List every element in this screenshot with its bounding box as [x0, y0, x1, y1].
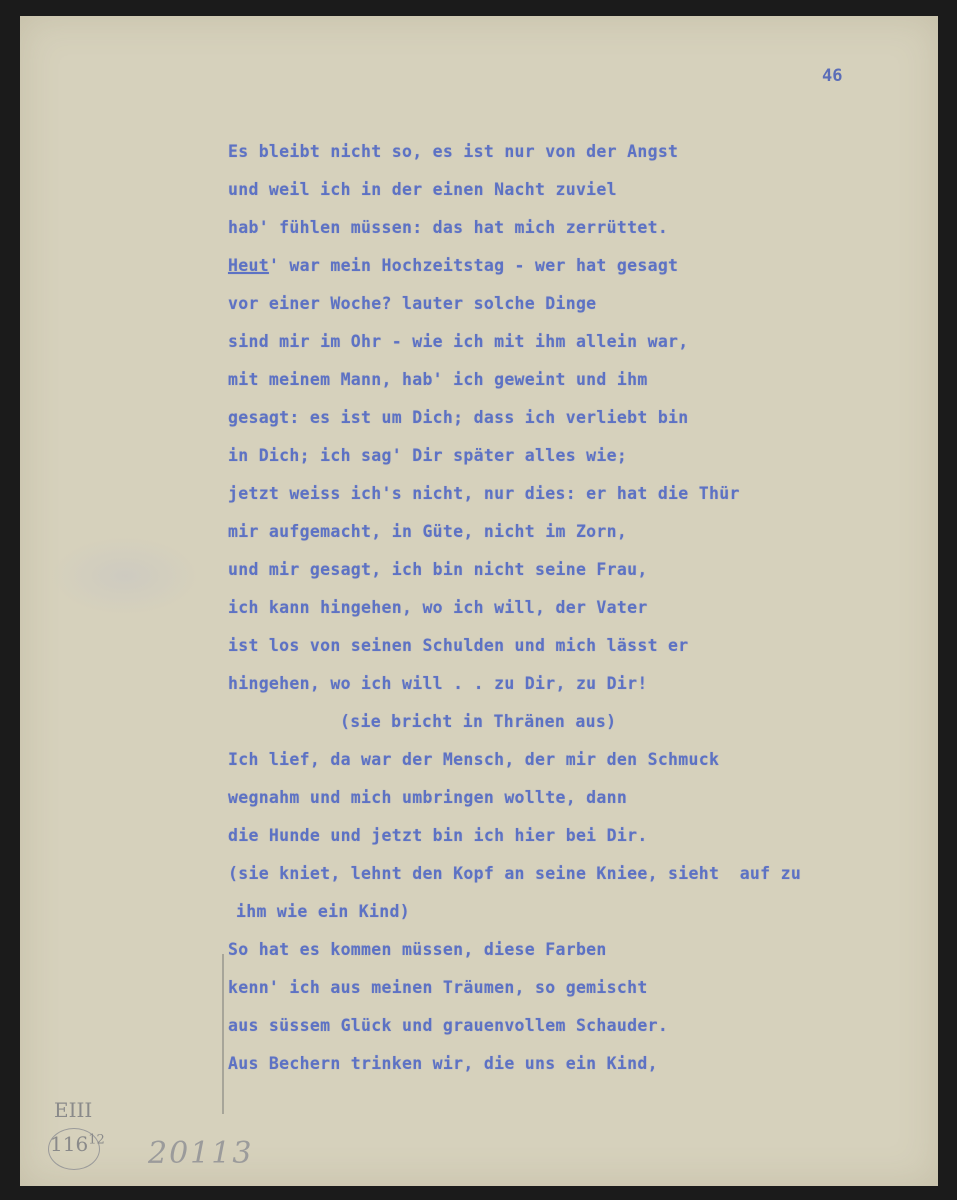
text-line: ich kann hingehen, wo ich will, der Vater: [228, 598, 648, 617]
text-line: gesagt: es ist um Dich; dass ich verliebt bin: [228, 408, 689, 427]
text-line: Aus Bechern trinken wir, die uns ein Kind,: [228, 1054, 658, 1073]
text-line: in Dich; ich sag' Dir später alles wie;: [228, 446, 628, 465]
stage-direction: (sie bricht in Thränen aus): [340, 712, 617, 731]
text-line: sind mir im Ohr - wie ich mit ihm allein war,: [228, 332, 689, 351]
text-line: die Hunde und jetzt bin ich hier bei Dir.: [228, 826, 648, 845]
text-line: aus süssem Glück und grauenvollem Schauder.: [228, 1016, 669, 1035]
text-line: und mir gesagt, ich bin nicht seine Frau,: [228, 560, 648, 579]
text-line: hab' fühlen müssen: das hat mich zerrüttet.: [228, 218, 669, 237]
text-line: jetzt weiss ich's nicht, nur dies: er hat die Thür: [228, 484, 740, 503]
archive-mark-circled: $116^{12}$: [50, 1132, 105, 1156]
text-line: Es bleibt nicht so, es ist nur von der Angst: [228, 142, 679, 161]
stage-direction: (sie kniet, lehnt den Kopf an seine Kniee, sieht auf zu: [228, 864, 802, 883]
text-line: hingehen, wo ich will . . zu Dir, zu Dir!: [228, 674, 648, 693]
text-line: wegnahm und mich umbringen wollte, dann: [228, 788, 628, 807]
underlined-word: Heut: [228, 256, 269, 275]
text-line: Ich lief, da war der Mensch, der mir den Schmuck: [228, 750, 720, 769]
text-line: vor einer Woche? lauter solche Dinge: [228, 294, 597, 313]
text-line: Heut' war mein Hochzeitstag - wer hat gesagt: [228, 256, 679, 275]
page-number: 46: [822, 66, 843, 86]
archive-number: 20113: [148, 1136, 254, 1171]
text-line: mir aufgemacht, in Güte, nicht im Zorn,: [228, 522, 628, 541]
text-line: ist los von seinen Schulden und mich lässt er: [228, 636, 689, 655]
text-line: und weil ich in der einen Nacht zuviel: [228, 180, 617, 199]
stage-direction: ihm wie ein Kind): [236, 902, 410, 921]
text-line: mit meinem Mann, hab' ich geweint und ihm: [228, 370, 648, 389]
text-line: So hat es kommen müssen, diese Farben: [228, 940, 607, 959]
text-line: kenn' ich aus meinen Träumen, so gemischt: [228, 978, 648, 997]
archive-mark: EIII: [54, 1098, 93, 1122]
